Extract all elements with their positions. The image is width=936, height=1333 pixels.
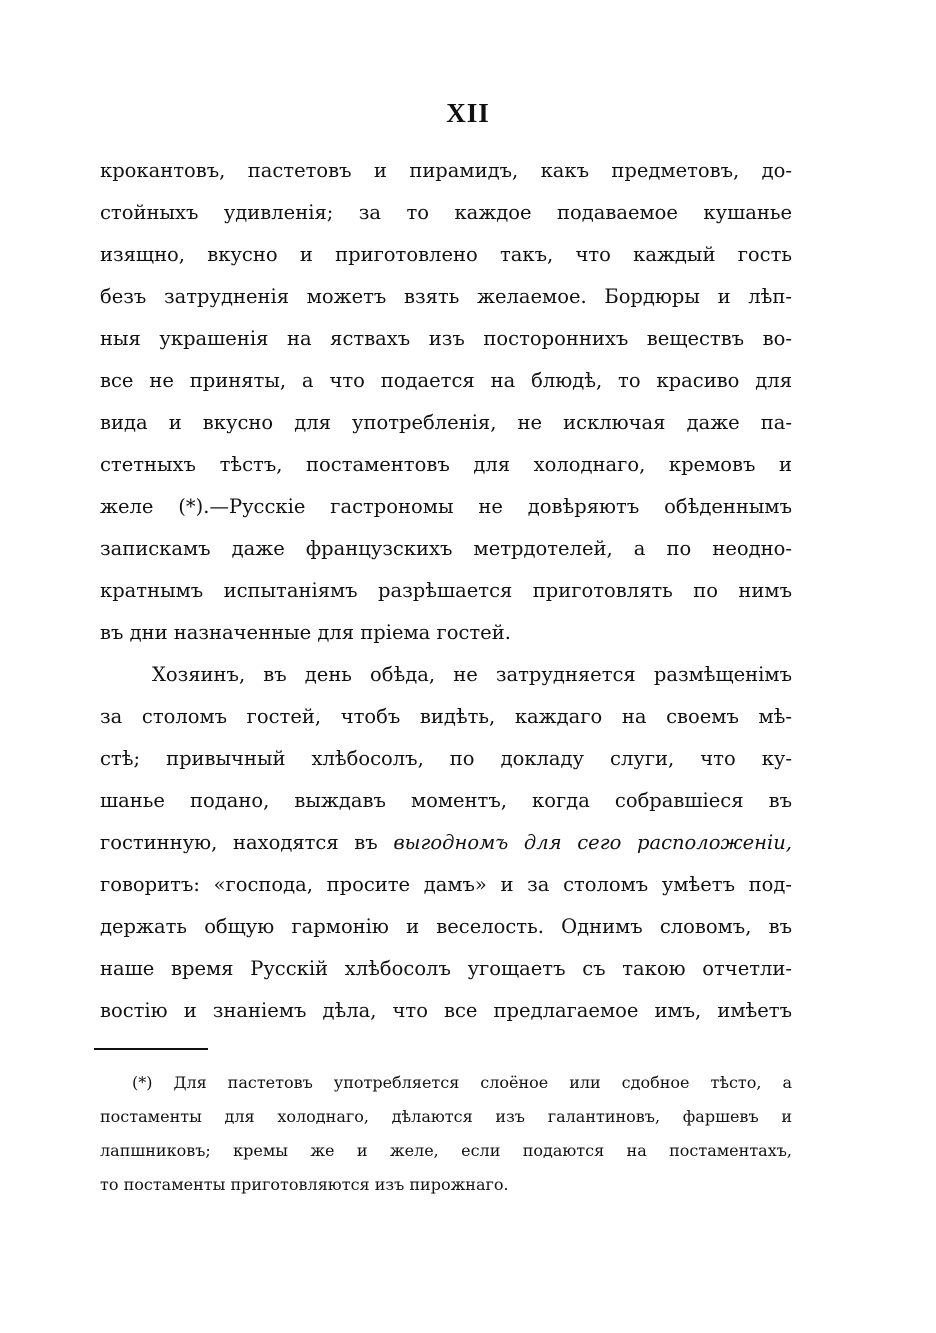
text-line: [100, 822, 792, 864]
text-line: крокантовъ, пастетовъ и пирамидъ, какъ предметовъ, до-: [100, 159, 792, 182]
text-line: изящно, вкусно и приготовлено такъ, что каждый гость: [100, 243, 792, 266]
text-line: желе (*).—Русскіе гастрономы не довѣряютъ обѣденнымъ: [100, 495, 792, 518]
italic-phrase: выгодномъ для сего расположеніи,: [393, 831, 792, 854]
text-line: за столомъ гостей, чтобъ видѣть, каждаго на своемъ мѣ-: [100, 705, 792, 728]
footnote-divider: [94, 1048, 208, 1050]
text-line: шанье подано, выждавъ моментъ, когда собравшіеся въ: [100, 789, 792, 812]
text-line: стѣ; привычный хлѣбосолъ, по докладу слуги, что ку-: [100, 747, 792, 770]
text-line: говоритъ: «господа, просите дамъ» и за столомъ умѣетъ под-: [100, 873, 792, 896]
page-number: XII: [446, 98, 490, 128]
main-text: [100, 150, 792, 1032]
text-segment: гостинную, находятся въ: [100, 831, 394, 854]
text-line: стойныхъ удивленія; за то каждое подаваемое кушанье: [100, 201, 792, 224]
text-line: безъ затрудненія можетъ взять желаемое. Бордюры и лѣп-: [100, 285, 792, 308]
footnote: [100, 1066, 792, 1202]
text-line: кратнымъ испытаніямъ разрѣшается приготовлять по нимъ: [100, 579, 792, 602]
text-line: въ дни назначенные для пріема гостей.: [100, 621, 511, 644]
text-line: держать общую гармонію и веселость. Однимъ словомъ, въ: [100, 915, 792, 938]
footnote-line: то постаменты приготовляются изъ пирожнаго.: [100, 1175, 509, 1194]
footnote-line: постаменты для холоднаго, дѣлаются изъ галантиновъ, фаршевъ и: [100, 1107, 792, 1126]
footnote-line: лапшниковъ; кремы же и желе, если подаются на постаментахъ,: [100, 1141, 792, 1160]
text-line: запискамъ даже французскихъ метрдотелей, а по неодно-: [100, 537, 792, 560]
text-line: наше время Русскій хлѣбосолъ угощаетъ съ такою отчетли-: [100, 957, 792, 980]
text-line: вида и вкусно для употребленія, не исключая даже па-: [100, 411, 792, 434]
text-line: ныя украшенія на яствахъ изъ постороннихъ веществъ во-: [100, 327, 792, 350]
text-line: все не приняты, а что подается на блюдѣ, то красиво для: [100, 369, 792, 392]
text-line: стетныхъ тѣстъ, постаментовъ для холоднаго, кремовъ и: [100, 453, 792, 476]
text-line: Хозяинъ, въ день обѣда, не затрудняется размѣщенімъ: [152, 663, 792, 686]
footnote-line: (*) Для пастетовъ употребляется слоёное или сдобное тѣсто, а: [132, 1073, 792, 1092]
text-line: востію и знаніемъ дѣла, что все предлагаемое имъ, имѣетъ: [100, 999, 792, 1022]
